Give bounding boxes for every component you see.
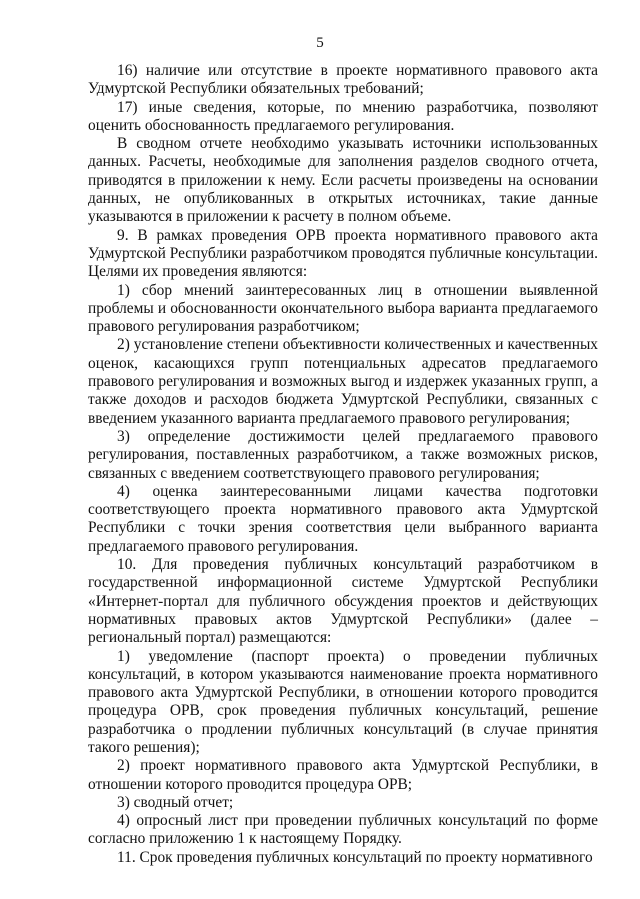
paragraph-posting-2: 2) проект нормативного правового акта Удмуртской Республики, в отношении которого проводится процедура ОРВ; (88, 757, 598, 793)
paragraph-summary-sources: В сводном отчете необходимо указывать источники использованных данных. Расчеты, необходимые для заполнения разделов сводного отчета, приводятся в приложении к нему. Если расчеты произведены на основании данных, не опубликованных в открытых источниках, такие данные указываются в приложении к расчету в полном объеме. (88, 135, 598, 226)
document-body (88, 62, 598, 867)
page-number: 5 (316, 35, 324, 51)
paragraph-posting-3: 3) сводный отчет; (117, 793, 234, 811)
paragraph-goal-2: 2) установление степени объективности количественных и качественных оценок, касающихся групп потенциальных адресатов предлагаемого правового регулирования и возможных выгод и издержек указанных групп, а также доходов и расходов бюджета Удмуртской Республики, связанных с введением указанного варианта предлагаемого правового регулирования; (88, 336, 598, 427)
paragraph-section-9: 9. В рамках проведения ОРВ проекта нормативного правового акта Удмуртской Республики разработчиком проводятся публичные консультации. Целями их проведения являются: (88, 226, 599, 281)
paragraph-item-16: 16) наличие или отсутствие в проекте нормативного правового акта Удмуртской Республики обязательных требований; (88, 62, 598, 98)
paragraph-goal-1: 1) сбор мнений заинтересованных лиц в отношении выявленной проблемы и обоснованности окончательного выбора варианта предлагаемого правового регулирования разработчиком; (88, 281, 598, 336)
paragraph-posting-1: 1) уведомление (паспорт проекта) о проведении публичных консультаций, в котором указываются наименование проекта нормативного правового акта Удмуртской Республики, в отношении которого проводится процедура ОРВ, срок проведения публичных консультаций, решение разработчика о продлении публичных консультаций (в случае принятия такого решения); (88, 647, 598, 756)
paragraph-section-11: 11. Срок проведения публичных консультаций по проекту нормативного (117, 848, 593, 866)
paragraph-section-10: 10. Для проведения публичных консультаций разработчиком в государственной информационной системе Удмуртской Республики «Интернет-портал для публичного обсуждения проектов и действующих нормативных правовых актов Удмуртской Республики» (далее – региональный портал) размещаются: (88, 556, 598, 647)
paragraph-posting-4: 4) опросный лист при проведении публичных консультаций по форме согласно приложению 1 к настоящему Порядку. (88, 812, 598, 848)
paragraph-goal-4: 4) оценка заинтересованными лицами качества подготовки соответствующего проекта нормативного правового акта Удмуртской Республики с точки зрения соответствия цели выбранного варианта предлагаемого правового регулирования. (88, 482, 598, 555)
paragraph-goal-3: 3) определение достижимости целей предлагаемого правового регулирования, поставленных разработчиком, а также возможных рисков, связанных с введением соответствующего правового регулирования; (88, 427, 598, 482)
paragraph-item-17: 17) иные сведения, которые, по мнению разработчика, позволяют оценить обоснованность предлагаемого регулирования. (88, 98, 598, 134)
